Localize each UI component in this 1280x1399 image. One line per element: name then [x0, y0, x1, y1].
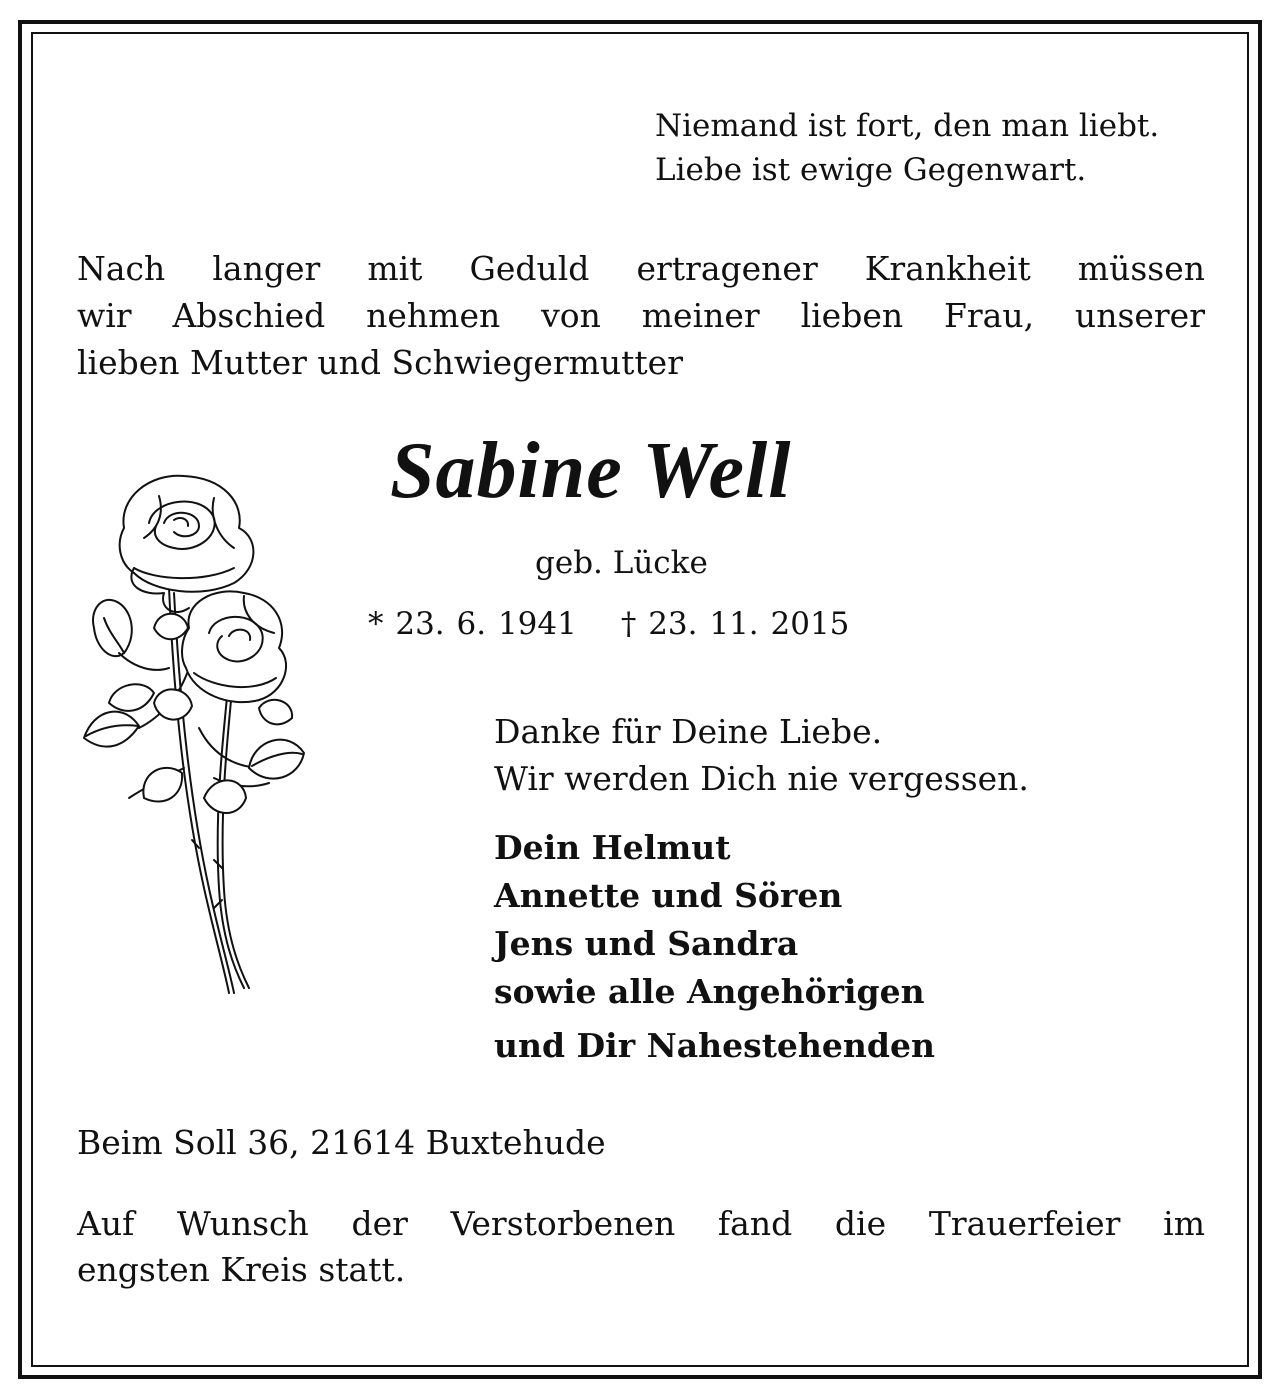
funeral-note	[77, 1201, 1205, 1293]
address: Beim Soll 36, 21614 Buxtehude	[77, 1123, 606, 1162]
motto	[655, 104, 1159, 192]
mourners-list	[494, 824, 935, 1070]
mourner: und Dir Nahestehenden	[494, 1026, 935, 1065]
death-date: † 23. 11. 2015	[620, 606, 850, 642]
rose-icon	[64, 468, 314, 998]
mourner: Jens und Sandra	[494, 924, 799, 963]
mourner: sowie alle Angehörigen	[494, 972, 925, 1011]
life-dates	[368, 606, 849, 642]
intro-paragraph	[77, 245, 1205, 386]
mourner: Dein Helmut	[494, 828, 731, 867]
birth-name: geb. Lücke	[535, 545, 708, 581]
mourner: Annette und Sören	[494, 876, 843, 915]
deceased-name: Sabine Well	[390, 427, 792, 515]
birth-date: * 23. 6. 1941	[368, 606, 577, 642]
thanks-line-1: Danke für Deine Liebe.	[494, 712, 883, 751]
intro-line-1: Nach langer mit Geduld ertragener Krankheit müssen	[77, 249, 1205, 288]
thanks-line-2: Wir werden Dich nie vergessen.	[494, 759, 1029, 798]
intro-line-2: wir Abschied nehmen von meiner lieben Frau, unserer	[77, 296, 1205, 335]
note-line-1: Auf Wunsch der Verstorbenen fand die Trauerfeier im	[77, 1204, 1205, 1243]
motto-line-2: Liebe ist ewige Gegenwart.	[655, 152, 1087, 188]
thanks-text	[494, 708, 1029, 802]
intro-line-3: lieben Mutter und Schwiegermutter	[77, 343, 683, 382]
motto-line-1: Niemand ist fort, den man liebt.	[655, 108, 1160, 144]
note-line-2: engsten Kreis statt.	[77, 1250, 406, 1289]
